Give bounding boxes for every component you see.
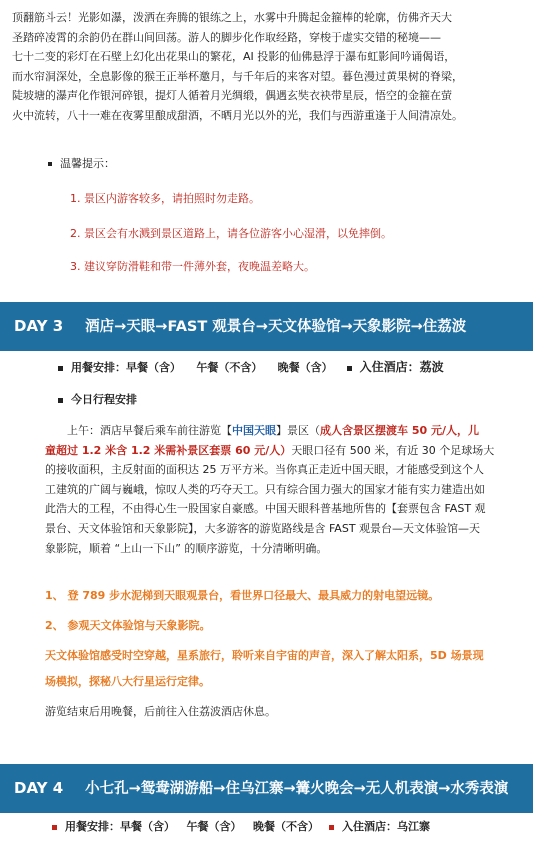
orange-line: 场模拟，探秘八大行星运行定律。 bbox=[45, 675, 210, 688]
day3-banner bbox=[0, 302, 533, 351]
highlight-item: 1、 登 789 步水泥梯到天眼观景台，看世界口径最大、最具威力的射电望远镜。 bbox=[45, 589, 440, 602]
meal-label: 用餐安排： bbox=[65, 820, 120, 833]
day3-line: 的接收面积，主反射面的面积达 25 万平方米。当你真正走近中国天眼，才能感受到这个人 bbox=[45, 463, 484, 477]
day3-meal-row bbox=[58, 358, 444, 375]
tip-item: 1. 景区内游客较多，请拍照时勿走路。 bbox=[70, 192, 260, 205]
hotel-label: 入住酒店： bbox=[359, 360, 420, 374]
schedule-heading bbox=[58, 391, 137, 407]
day3-line: 工建筑的广阔与巍峨，惊叹人类的巧夺天工。只有综合国力强大的国家才能有实力建造出如 bbox=[45, 482, 485, 496]
day3-tag: DAY 3 bbox=[14, 317, 64, 335]
text-segment: 天眼口径有 500 米，有近 30 个足球场大 bbox=[291, 443, 495, 457]
day3-paragraph bbox=[45, 421, 495, 558]
bullet-icon bbox=[48, 162, 52, 166]
tips-heading bbox=[48, 155, 115, 171]
day4-tag: DAY 4 bbox=[14, 779, 64, 797]
tips-heading-text: 温馨提示： bbox=[60, 157, 115, 170]
text-segment: 】景区（ bbox=[276, 424, 320, 437]
highlight-tianyan: 中国天眼 bbox=[232, 424, 276, 437]
intro-paragraph bbox=[12, 8, 520, 126]
day4-route: 小七孔→鸳鸯湖游船→住乌江寨→篝火晚会→无人机表演→水秀表演 bbox=[85, 781, 509, 797]
price-note: 成人含景区摆渡车 50 元/人，儿 bbox=[320, 424, 479, 437]
day3-line: 景台、天文体验馆和天象影院】，大多游客的游览路线是含 FAST 观景台—天文体验馆—天 bbox=[45, 521, 481, 535]
hotel-label: 入住酒店： bbox=[341, 820, 397, 833]
tip-item: 3. 建议穿防滑鞋和带一件薄外套，夜晚温差略大。 bbox=[70, 260, 315, 273]
hotel-name: 乌江寨 bbox=[396, 820, 430, 833]
intro-line: 火中流转，八十一难在夜雾里酿成甜酒，不晒月光以外的光，我们与西游重逢于人间清凉处。 bbox=[12, 108, 463, 122]
bullet-icon bbox=[347, 366, 352, 371]
schedule-heading-text: 今日行程安排 bbox=[71, 393, 137, 406]
highlight-item: 2、 参观天文体验馆与天象影院。 bbox=[45, 619, 211, 632]
intro-line: 七十二变的彩灯在石壁上幻化出花果山的繁花，AI 投影的仙佛悬浮于瀑布虹影间吟诵偈语， bbox=[12, 50, 456, 64]
bullet-icon bbox=[58, 366, 63, 371]
day3-route: 酒店→天眼→FAST 观景台→天文体验馆→天象影院→住荔波 bbox=[85, 319, 467, 335]
day3-line: 象影院，顺着 “上山一下山” 的顺序游览，十分清晰明确。 bbox=[45, 541, 328, 555]
bullet-icon bbox=[329, 825, 334, 830]
day3-line: 此浩大的工程，不由得心生一股国家自豪感。中国天眼科普基地所售的【套票包含 FAST 观 bbox=[45, 502, 486, 516]
day3-line bbox=[45, 421, 495, 441]
day4-banner bbox=[0, 764, 533, 813]
price-note: 童超过 1.2 米含 1.2 米需补景区套票 60 元/人） bbox=[45, 443, 292, 457]
text-segment: 上午：酒店早餐后乘车前往游览【 bbox=[67, 424, 232, 437]
day3-line bbox=[45, 441, 495, 461]
bullet-icon bbox=[52, 825, 57, 830]
intro-line: 陡坡塘的瀑声化作银河碎银，提灯人循着月光绸缎，偶遇玄奘衣袂带星辰，悟空的金箍在萤 bbox=[12, 89, 452, 103]
intro-line: 顶翻筋斗云！光影如瀑，泼洒在奔腾的银练之上，水雾中升腾起金箍棒的轮廓，仿佛齐天大 bbox=[12, 11, 452, 24]
orange-line: 天文体验馆感受时空穿越，星系旅行，聆听来自宇宙的声音，深入了解太阳系，5D 场景现 bbox=[45, 649, 484, 662]
meal-label: 用餐安排： bbox=[71, 361, 126, 374]
intro-line: 圣踏碎凌霄的余韵仍在群山间回荡。游人的脚步化作取经路，穿梭于虚实交错的秘境—— bbox=[12, 30, 441, 44]
hotel-name: 荔波 bbox=[419, 360, 444, 374]
orange-paragraph bbox=[45, 643, 515, 695]
bullet-icon bbox=[58, 398, 63, 403]
intro-line: 而水帘洞深处，全息影像的猴王正举杯邀月，与千年后的来客对望。暮色漫过黄果树的脊梁， bbox=[12, 69, 463, 83]
tip-item: 2. 景区会有水溅到景区道路上，请各位游客小心湿滑，以免摔倒。 bbox=[70, 227, 392, 240]
meal-values: 早餐（含） 午餐（含） 晚餐（不含） bbox=[120, 820, 319, 833]
day3-closing: 游览结束后用晚餐，后前往入住荔波酒店休息。 bbox=[45, 705, 276, 718]
day4-meal-row bbox=[52, 818, 430, 834]
meal-values: 早餐（含） 午餐（不含） 晚餐（含） bbox=[126, 361, 333, 374]
